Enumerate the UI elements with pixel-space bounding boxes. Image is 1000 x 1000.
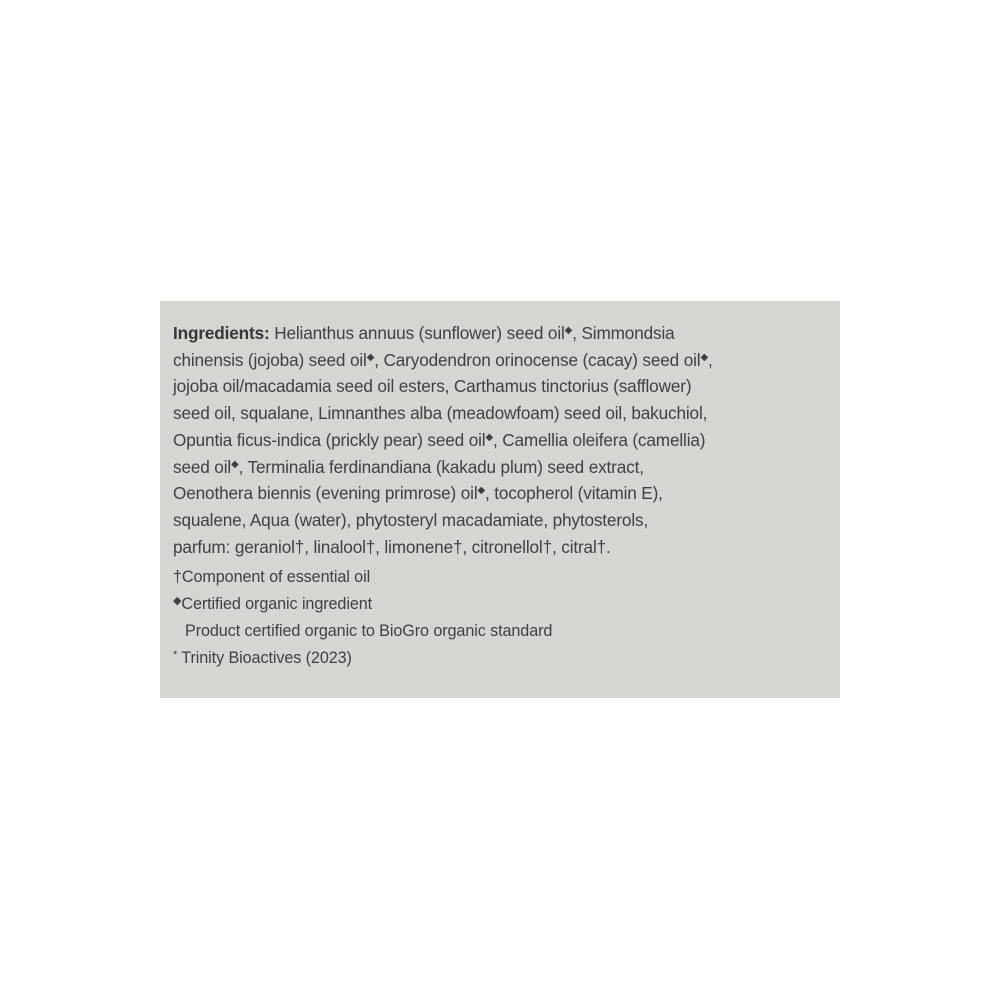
trinity-note: * Trinity Bioactives (2023) <box>173 649 352 668</box>
organic-diamond-icon: ◆ <box>564 325 573 336</box>
ingredients-heading: Ingredients: <box>173 323 270 343</box>
organic-diamond-icon: ◆ <box>700 351 708 363</box>
ingredients-line-9: parfum: geraniol†, linalool†, limonene†, citronellol†, citral†. <box>173 536 611 557</box>
biogro-note: Product certified organic to BioGro organic standard <box>185 622 553 641</box>
organic-diamond-icon: ◆ <box>366 351 375 363</box>
organic-diamond-icon: ◆ <box>477 485 486 497</box>
ingredients-line-1: Ingredients: Helianthus annuus (sunflower) seed oil◆, Simmondsia <box>173 323 675 343</box>
ingredients-line-8: squalene, Aqua (water), phytosteryl macadamiate, phytosterols, <box>173 509 649 530</box>
essential-oil-note: †Component of essential oil <box>173 568 371 587</box>
ingredients-line-6: seed oil◆, Terminalia ferdinandiana (kakadu plum) seed extract, <box>173 456 644 477</box>
ingredients-line-3: jojoba oil/macadamia seed oil esters, Carthamus tinctorius (safflower) <box>173 376 692 397</box>
ingredients-list <box>173 320 830 560</box>
organic-diamond-icon: ◆ <box>173 595 182 608</box>
ingredients-label <box>160 301 840 698</box>
ingredients-line-5: Opuntia ficus-indica (prickly pear) seed oil◆, Camellia oleifera (camellia) <box>173 429 706 450</box>
ingredients-line-7: Oenothera biennis (evening primrose) oil◆, tocopherol (vitamin E), <box>173 483 663 504</box>
organic-diamond-icon: ◆ <box>231 458 239 470</box>
ingredients-line-4: seed oil, squalane, Limnanthes alba (meadowfoam) seed oil, bakuchiol, <box>173 403 708 424</box>
organic-diamond-icon: ◆ <box>485 431 494 443</box>
organic-note: ◆Certified organic ingredient <box>173 595 373 614</box>
label-footnotes <box>173 564 830 672</box>
asterisk-icon: * <box>173 649 178 662</box>
ingredients-line-2: chinensis (jojoba) seed oil◆, Caryodendron orinocense (cacay) seed oil◆, <box>173 349 713 370</box>
